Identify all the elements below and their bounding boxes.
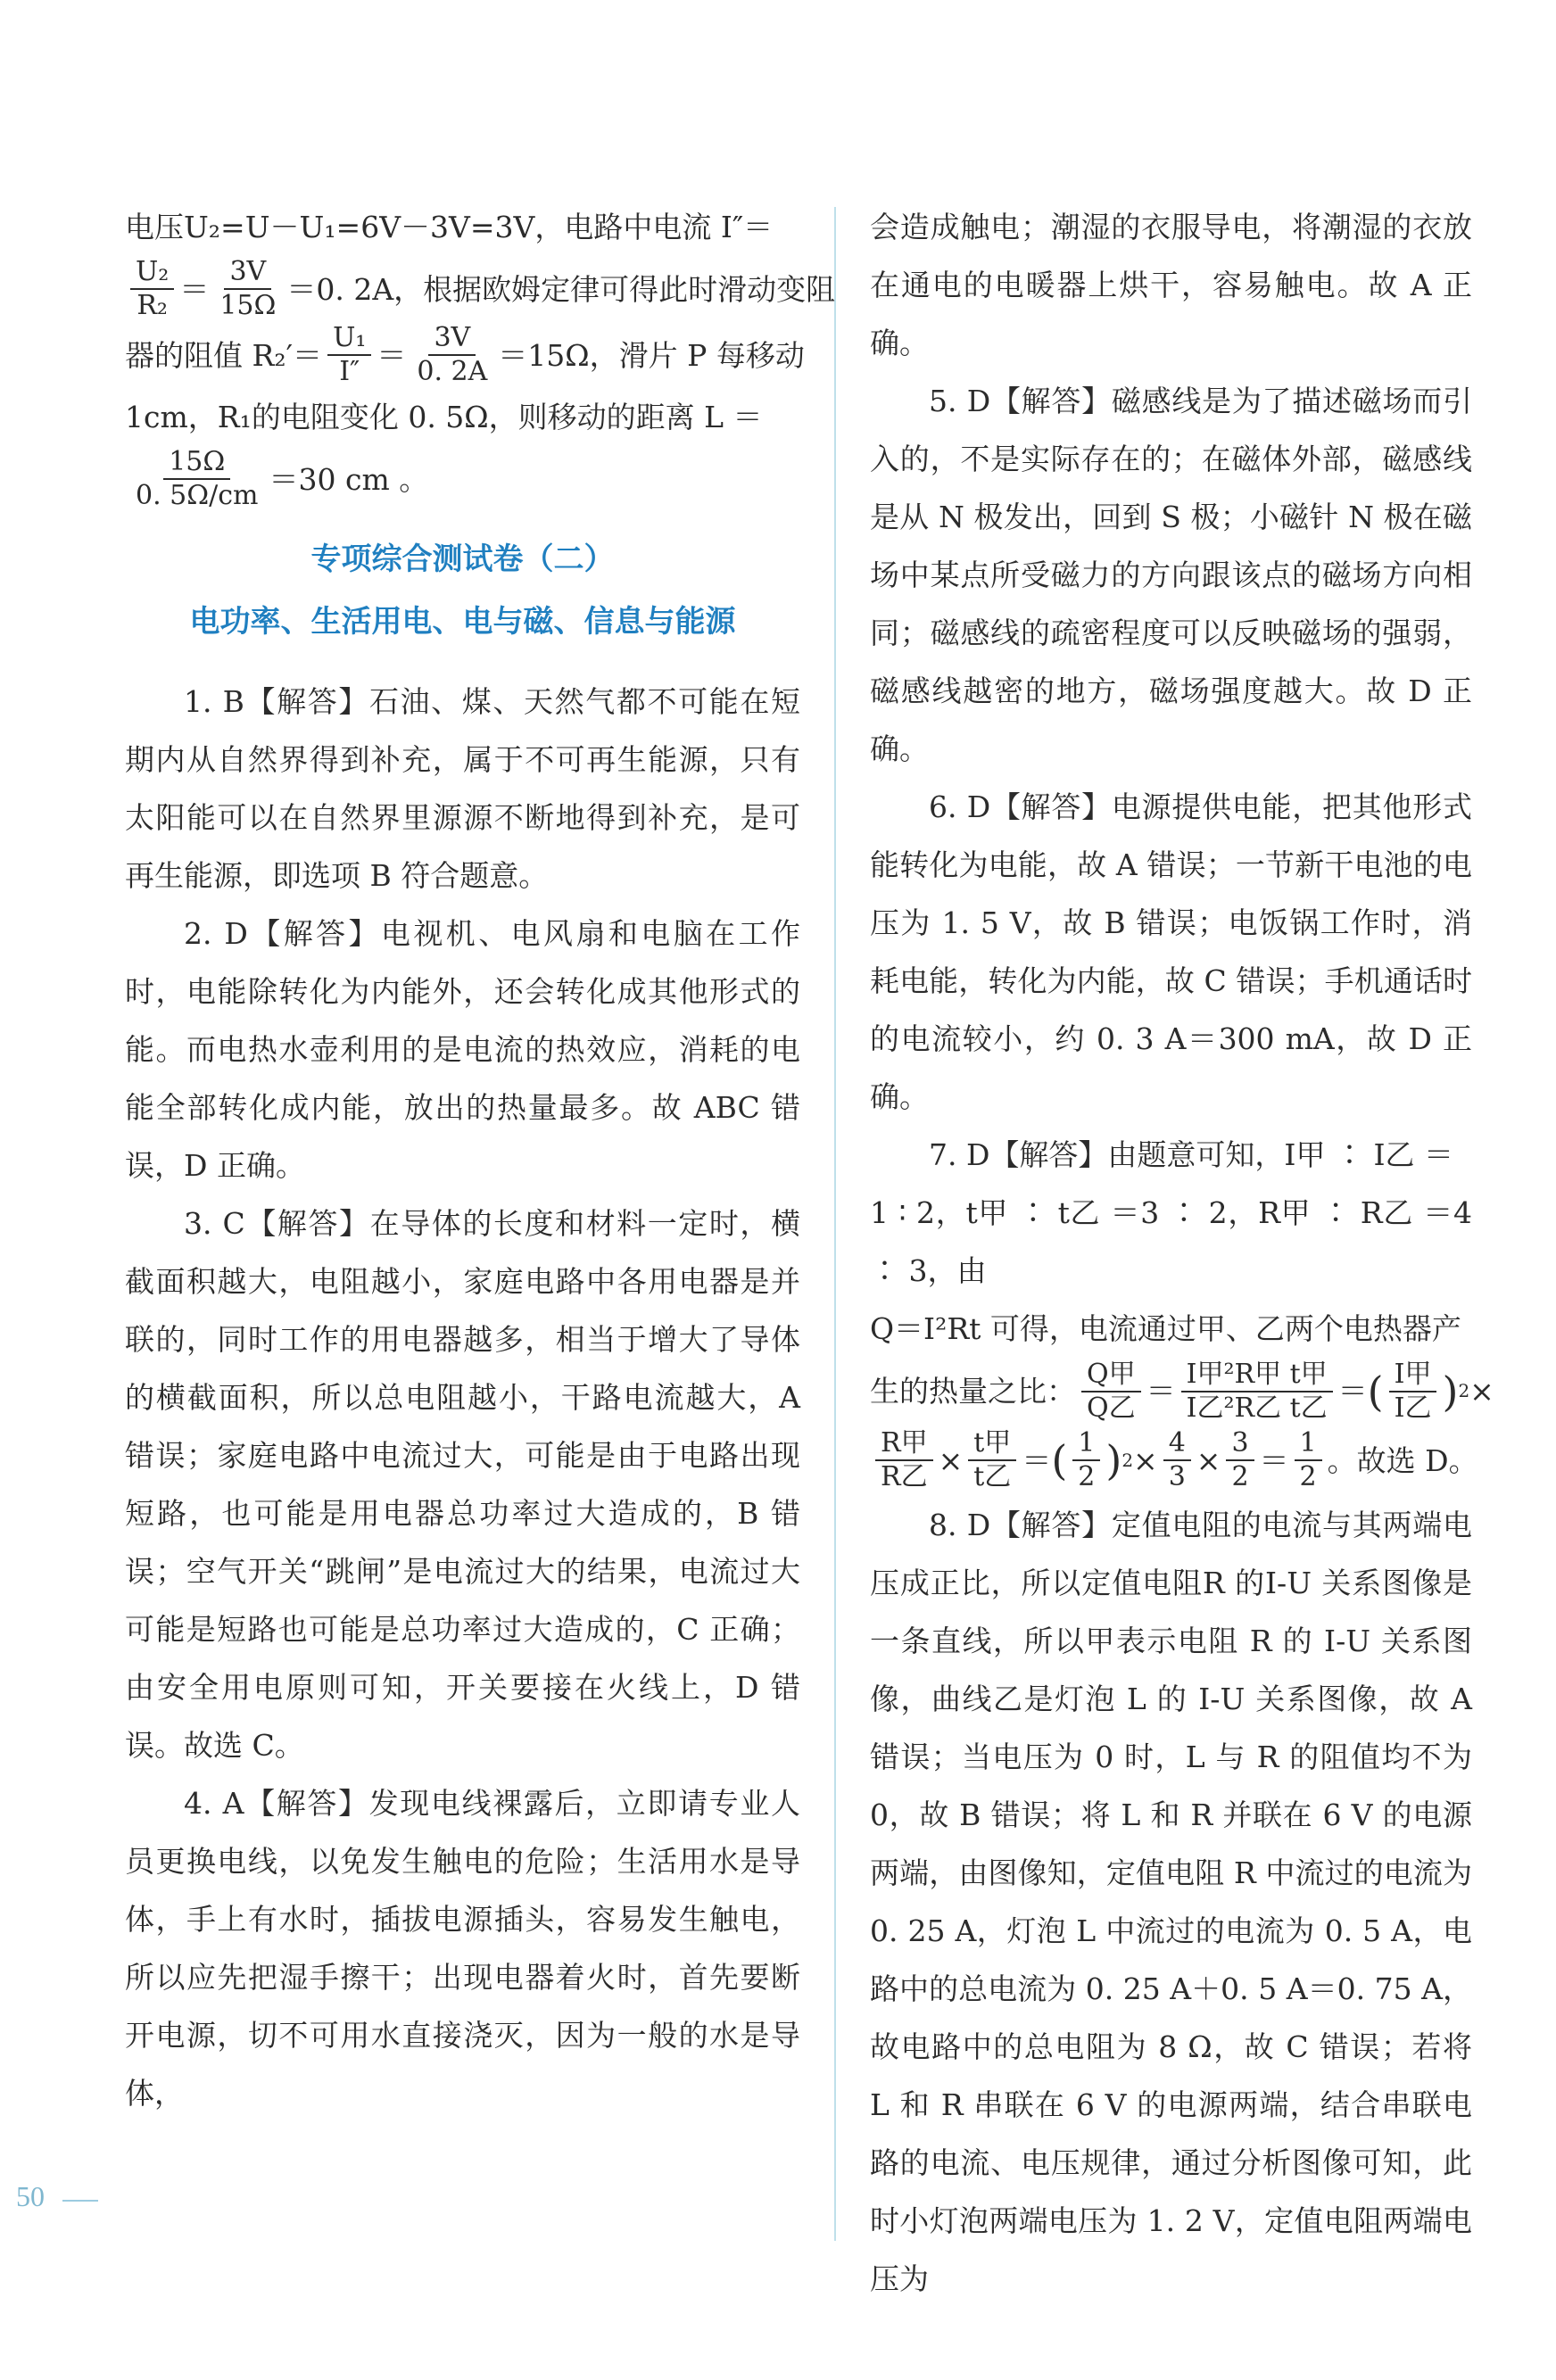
fraction-joule-ratio — [1181, 1359, 1333, 1425]
fraction-3v-0.2a — [411, 322, 492, 388]
answer-q7-line-3: Q＝I²Rt 可得，电流通过甲、乙两个电热器产 — [870, 1311, 1461, 1346]
times-sign: × — [1196, 1442, 1221, 1478]
open-paren: ( — [1367, 1367, 1384, 1416]
fraction-result-half — [1295, 1427, 1322, 1493]
equals-sign: ＝ — [1146, 1374, 1176, 1409]
intro-line-5 — [125, 446, 800, 512]
open-paren: ( — [1051, 1436, 1068, 1484]
fraction-distance — [130, 446, 263, 512]
fraction-numerator: I甲²R甲 t甲 — [1181, 1359, 1333, 1392]
answer-q3: 3. C【解答】在导体的长度和材料一定时，横截面积越大，电阻越小，家庭电路中各用电器是并联的，同时工作的用电器越多，相当于增大了导体的横截面积，所以总电阻越小，干路电流越大，A 错误；家庭电路中电流过大，可能是由于电路出现短路，也可能是用电器总功率过大造成的，B 错误；空气开关“跳闸”是电流过大的结果，电流过大可能是短路也可能是总功率过大造成的，C 正确；由安全用电原则可知，开关要接在火线上，D 错误。故选 C。 — [125, 1206, 800, 1763]
answer-q7-line-4 — [870, 1358, 1494, 1425]
fraction-one-half — [1072, 1427, 1100, 1493]
close-paren: ) — [1105, 1436, 1122, 1484]
fraction-numerator: 1 — [1072, 1427, 1100, 1461]
equals-sign: ＝ — [1022, 1442, 1052, 1478]
fraction-u2-r2 — [130, 256, 174, 322]
fraction-numerator: 15Ω — [163, 446, 230, 480]
column-divider — [834, 207, 836, 2241]
fraction-numerator: Q甲 — [1081, 1359, 1141, 1392]
fraction-denominator: t乙 — [973, 1461, 1012, 1492]
intro-line-2-text: ＝0. 2A，根据欧姆定律可得此时滑动变阻 — [286, 271, 836, 307]
answer-q7-line-2: 1 ∶ 2，t甲 ∶ t乙 ＝3 ∶ 2，R甲 ∶ R乙 ＝4 ∶ 3，由 — [870, 1195, 1472, 1288]
fraction-numerator: 3 — [1226, 1427, 1254, 1461]
intro-line-5-text: ＝30 cm 。 — [269, 461, 429, 497]
fraction-denominator: I″ — [339, 356, 360, 387]
equals-sign: ＝ — [1259, 1442, 1289, 1478]
equals-sign: ＝ — [377, 337, 407, 373]
answer-q7-end: 。故选 D。 — [1327, 1442, 1478, 1478]
intro-line-4: 1cm，R₁的电阻变化 0. 5Ω，则移动的距离 L ＝ — [125, 400, 763, 434]
fraction-denominator: 15Ω — [219, 290, 277, 321]
fraction-denominator: 0. 5Ω/cm — [136, 480, 259, 511]
equals-sign: ＝ — [1337, 1374, 1368, 1409]
answer-q2: 2. D【解答】电视机、电风扇和电脑在工作时，电能除转化为内能外，还会转化成其他形式的能。而电热水壶利用的是电流的热效应，消耗的电能全部转化成内能，放出的热量最多。故 ABC 错误，D 正确。 — [125, 916, 800, 1183]
fraction-t-ratio — [968, 1427, 1016, 1493]
fraction-q-ratio — [1081, 1359, 1141, 1425]
answer-q4-continued: 会造成触电；潮湿的衣服导电，将潮湿的衣放在通电的电暖器上烘干，容易触电。故 A 正确。 — [870, 210, 1472, 360]
fraction-denominator: Q乙 — [1087, 1392, 1136, 1424]
fraction-denominator: 2 — [1299, 1461, 1317, 1492]
fraction-numerator: t甲 — [968, 1427, 1016, 1461]
answer-q1: 1. B【解答】石油、煤、天然气都不可能在短期内从自然界得到补充，属于不可再生能源，只有太阳能可以在自然界里源源不断地得到补充，是可再生能源，即选项 B 符合题意。 — [125, 684, 800, 893]
exponent: 2 — [1121, 1449, 1134, 1471]
left-column — [125, 198, 836, 2122]
fraction-denominator: 2 — [1078, 1461, 1096, 1492]
fraction-three-halves — [1226, 1427, 1254, 1493]
fraction-u1-i — [327, 322, 371, 388]
fraction-numerator: U₂ — [130, 256, 174, 290]
intro-line-3-text: ＝15Ω，滑片 P 每移动 — [498, 337, 805, 373]
answer-q6: 6. D【解答】电源提供电能，把其他形式能转化为电能，故 A 错误；一节新干电池的电压为 1. 5 V，故 B 错误；电饭锅工作时，消耗电能，转化为内能，故 C 错误；手机通话时的电流较小，约 0. 3 A＝300 mA，故 D 正确。 — [870, 789, 1472, 1114]
fraction-3v-15ohm — [214, 256, 281, 322]
fraction-four-thirds — [1163, 1427, 1191, 1493]
fraction-r-ratio — [875, 1427, 933, 1493]
fraction-numerator: 4 — [1163, 1427, 1191, 1461]
fraction-denominator: R₂ — [137, 290, 168, 321]
close-paren: ) — [1442, 1367, 1459, 1416]
right-column — [870, 198, 1494, 2308]
exponent: 2 — [1458, 1380, 1470, 1401]
fraction-denominator: 2 — [1231, 1461, 1249, 1492]
intro-line-1: 电压U₂=U－U₁=6V－3V=3V，电路中电流 I″＝ — [125, 210, 774, 244]
fraction-denominator: I乙 — [1394, 1392, 1432, 1424]
answer-q7-line-5 — [870, 1425, 1478, 1496]
fraction-numerator: 1 — [1295, 1427, 1322, 1461]
fraction-denominator: R乙 — [881, 1461, 928, 1492]
intro-line-2 — [125, 256, 836, 322]
fraction-numerator: U₁ — [327, 322, 371, 356]
times-sign: × — [1469, 1374, 1494, 1409]
answer-q7-line-1: 7. D【解答】由题意可知，I甲 ∶ I乙 ＝ — [929, 1137, 1453, 1172]
fraction-numerator: 3V — [428, 322, 476, 356]
section-title-line-1: 专项综合测试卷（二） — [310, 541, 615, 577]
fraction-numerator: 3V — [224, 256, 271, 290]
page-number-dash — [62, 2200, 98, 2202]
fraction-denominator: 0. 2A — [417, 356, 488, 387]
answer-q7-line-4-prefix: 生的热量之比： — [870, 1374, 1076, 1409]
equals-sign: ＝ — [179, 271, 210, 307]
page-number: 50 — [16, 2180, 45, 2212]
times-sign: × — [938, 1442, 964, 1478]
answer-q4: 4. A【解答】发现电线裸露后，立即请专业人员更换电线，以免发生触电的危险；生活用水是导体，手上有水时，插拔电源插头，容易发生触电，所以应先把湿手擦干；出现电器着火时，首先要断开电源，切不可用水直接浇灭，因为一般的水是导体， — [125, 1786, 800, 2111]
section-title — [125, 528, 800, 653]
fraction-denominator: I乙²R乙 t乙 — [1186, 1392, 1328, 1424]
section-title-line-2: 电功率、生活用电、电与磁、信息与能源 — [189, 604, 736, 640]
fraction-i-ratio — [1389, 1359, 1437, 1425]
fraction-numerator: I甲 — [1389, 1359, 1437, 1392]
times-sign: × — [1133, 1442, 1158, 1478]
fraction-denominator: 3 — [1168, 1461, 1186, 1492]
intro-line-3-prefix: 器的阻值 R₂′＝ — [125, 337, 323, 373]
answer-q5: 5. D【解答】磁感线是为了描述磁场而引入的，不是实际存在的；在磁体外部，磁感线是从 N 极发出，回到 S 极；小磁针 N 极在磁场中某点所受磁力的方向跟该点的磁场方向相同；磁感线的疏密程度可以反映磁场的强弱，磁感线越密的地方，磁场强度越大。故 D 正确。 — [870, 384, 1472, 766]
intro-line-3 — [125, 322, 805, 388]
answer-q8: 8. D【解答】定值电阻的电流与其两端电压成正比，所以定值电阻R 的I-U 关系图像是一条直线，所以甲表示电阻 R 的 I-U 关系图像，曲线乙是灯泡 L 的 I-U 关系图像，故 A 错误；当电压为 0 时，L 与 R 的阻值均不为 0，故 B 错误；将 L 和 R 并联在 6 V 的电源两端，由图像知，定值电阻 R 中流过的电流为 0. 25 A，灯泡 L 中流过的电流为 0. 5 A，电路中的总电流为 0. 25 A＋0. 5 A＝0. 75 A，故电路中的总电阻为 8 Ω，故 C 错误；若将 L 和 R 串联在 6 V 的电源两端，结合串联电路的电流、电压规律，通过分析图像可知，此时小灯泡两端电压为 1. 2 V，定值电阻两端电压为 — [870, 1508, 1472, 2296]
fraction-numerator: R甲 — [875, 1427, 933, 1461]
